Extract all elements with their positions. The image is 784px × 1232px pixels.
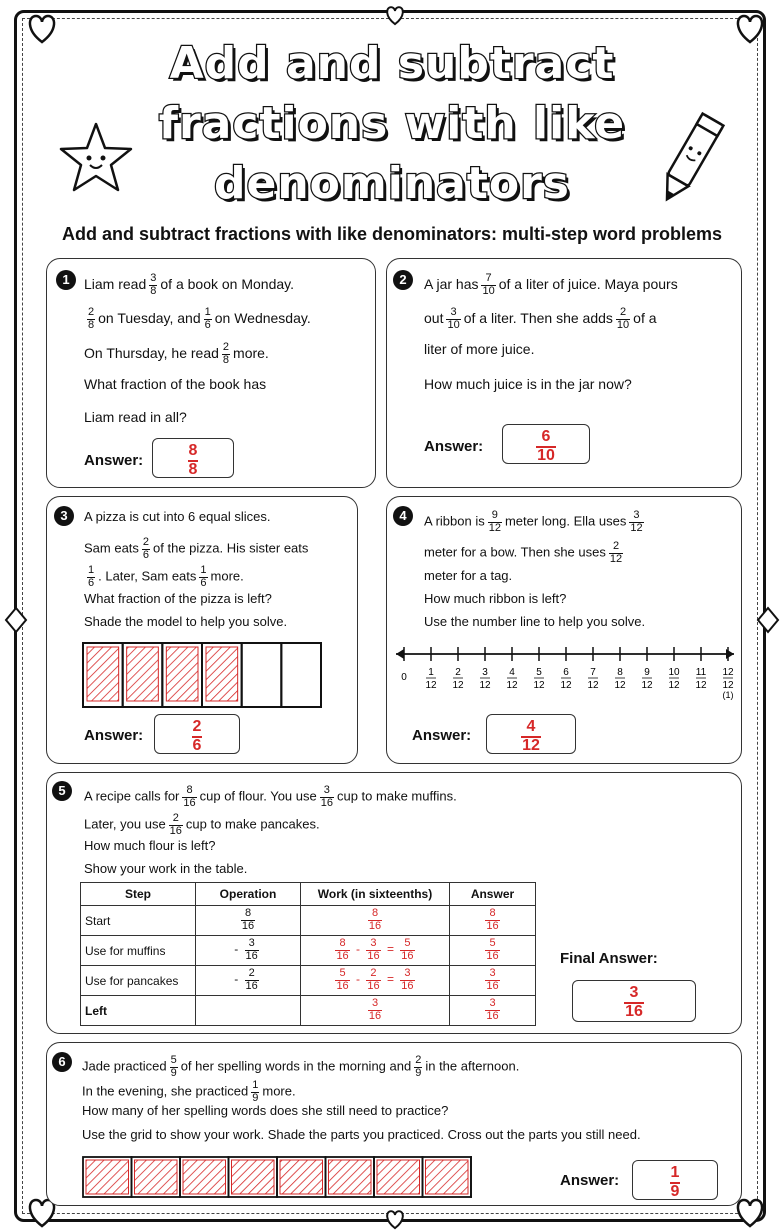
tick-denominator: 12 <box>668 680 680 691</box>
page-title-line-2: fractions with like <box>158 98 626 149</box>
answer-box[interactable] <box>502 424 590 464</box>
tick-denominator: 12 <box>587 680 599 691</box>
fraction: $\frac{2}{16}$ <box>169 812 182 837</box>
step-cell: Use for pancakes <box>81 966 196 996</box>
problem-text: How much flour is left? <box>84 838 216 853</box>
fraction: $\frac{8}{16}$ <box>183 784 196 809</box>
answer-box[interactable] <box>152 438 234 478</box>
answer-cell[interactable]: $\frac{3}{16}$ <box>450 996 536 1026</box>
work-cell[interactable]: $\frac{8}{16}$ - $\frac{3}{16}$ = $\frac{5}{16}$ <box>301 936 450 966</box>
operation-cell: - $\frac{2}{16}$ <box>196 966 301 996</box>
fraction: $\frac{3}{8}$ <box>150 272 157 297</box>
tick-numerator: 4 <box>509 667 515 678</box>
tick-denominator: 12 <box>560 680 572 691</box>
arrow-left-icon <box>396 649 404 659</box>
shaded-part <box>135 1160 178 1194</box>
operation-cell: - $\frac{3}{16}$ <box>196 936 301 966</box>
problem-text: How much juice is in the jar now? <box>424 376 632 392</box>
fraction: $\frac{1}{6}$ <box>88 564 95 589</box>
problem-text: Liam read $\frac{3}{8}$ of a book on Monday. <box>84 272 294 297</box>
answer-label: Answer: <box>84 452 144 469</box>
tick-denominator: 12 <box>479 680 491 691</box>
problem-text: meter for a tag. <box>424 568 513 583</box>
answer-box[interactable] <box>632 1160 718 1200</box>
operation-cell: $\frac{8}{16}$ <box>196 906 301 936</box>
problem-text: Jade practiced $\frac{5}{9}$ of her spelling words in the morning and $\frac{2}{9}$ in the afternoon. <box>82 1054 520 1079</box>
tick-numerator: 6 <box>563 667 569 678</box>
operation-cell <box>196 996 301 1026</box>
diamond-icon <box>756 606 780 634</box>
answer-label: Answer: <box>424 438 484 455</box>
tick-denominator: 12 <box>425 680 437 691</box>
answer-cell[interactable]: $\frac{5}{16}$ <box>450 936 536 966</box>
tick-numerator: 12 <box>722 667 734 678</box>
step-cell: Use for muffins <box>81 936 196 966</box>
final-answer-label: Final Answer: <box>560 950 658 967</box>
number-line[interactable] <box>392 640 738 700</box>
fraction: $\frac{3}{16}$ <box>320 784 333 809</box>
table-row <box>81 996 536 1026</box>
tick-denominator: 12 <box>533 680 545 691</box>
problem-text: In the evening, she practiced $\frac{1}{9}$ more. <box>82 1079 296 1104</box>
problem-text: What fraction of the book has <box>84 376 267 392</box>
problem-text: Shade the model to help you solve. <box>84 614 288 629</box>
problem-text: liter of more juice. <box>424 341 535 357</box>
problem-number: 2 <box>393 270 413 290</box>
tick-denominator: 12 <box>641 680 653 691</box>
shaded-part <box>86 1160 129 1194</box>
tick-denominator: 12 <box>722 680 734 691</box>
shaded-part <box>329 1160 372 1194</box>
tick-numerator: 1 <box>428 667 434 678</box>
answer-cell[interactable]: $\frac{8}{16}$ <box>450 906 536 936</box>
fraction: $\frac{2}{8}$ <box>222 341 230 366</box>
shaded-part <box>87 647 119 701</box>
tick-numerator: 9 <box>644 667 650 678</box>
answer-label: Answer: <box>412 727 472 744</box>
shaded-part <box>206 647 238 701</box>
fraction: $\frac{1}{6}$ <box>200 564 207 589</box>
work-cell[interactable]: $\frac{5}{16}$ - $\frac{2}{16}$ = $\frac{3}{16}$ <box>301 966 450 996</box>
shaded-part <box>280 1160 323 1194</box>
problem-text: A ribbon is $\frac{9}{12}$ meter long. Ella uses $\frac{3}{12}$ <box>424 509 643 534</box>
tick-numerator: 11 <box>695 667 707 678</box>
tick-numerator: 10 <box>668 667 680 678</box>
problem-text: A jar has $\frac{7}{10}$ of a liter of juice. Maya pours <box>424 272 678 297</box>
tick-denominator: 12 <box>452 680 464 691</box>
answer-cell[interactable]: $\frac{3}{16}$ <box>450 966 536 996</box>
answer-fraction: $\frac{1}{9}$ <box>670 1164 680 1200</box>
shaded-part <box>183 1160 226 1194</box>
problem-number: 4 <box>393 506 413 526</box>
problem-text: How many of her spelling words does she still need to practice? <box>82 1103 449 1118</box>
problem-text: What fraction of the pizza is left? <box>84 591 272 606</box>
problem-number: 3 <box>54 506 74 526</box>
fraction: $\frac{1}{6}$ <box>204 306 211 331</box>
answer-label: Answer: <box>560 1172 620 1189</box>
answer-box[interactable] <box>486 714 576 754</box>
problem-text: Use the number line to help you solve. <box>424 614 646 629</box>
fraction: $\frac{7}{10}$ <box>482 272 495 297</box>
problem-text: Use the grid to show your work. Shade the parts you practiced. Cross out the parts you still need. <box>82 1127 641 1142</box>
answer-fraction: $\frac{2}{6}$ <box>192 718 202 754</box>
problem-text: Later, you use $\frac{2}{16}$ cup to make pancakes. <box>84 812 320 837</box>
diamond-icon <box>4 606 28 634</box>
heart-icon <box>382 2 408 28</box>
shaded-part <box>377 1160 420 1194</box>
problem-text: Liam read in all? <box>84 409 187 425</box>
fraction-bar-model[interactable] <box>82 642 322 708</box>
table-row <box>81 966 536 996</box>
answer-fraction: $\frac{6}{10}$ <box>537 428 555 464</box>
problem-text: A pizza is cut into 6 equal slices. <box>84 509 271 524</box>
problem-number: 6 <box>52 1052 72 1072</box>
fraction: $\frac{3}{10}$ <box>447 306 460 331</box>
model-part <box>281 643 321 707</box>
fraction: $\frac{2}{10}$ <box>616 306 630 331</box>
problem-text: out $\frac{3}{10}$ of a liter. Then she adds $\frac{2}{10}$ of a <box>424 306 657 331</box>
problem-text: On Thursday, he read $\frac{2}{8}$ more. <box>84 341 269 366</box>
tick-denominator: 12 <box>506 680 518 691</box>
table-row <box>81 936 536 966</box>
model-part <box>242 643 282 707</box>
shaded-part <box>426 1160 469 1194</box>
tick-numerator: 2 <box>455 667 461 678</box>
grid-part <box>471 1157 472 1197</box>
table-header: Work (in sixteenths) <box>301 883 450 906</box>
tick-note: (1) <box>722 690 734 700</box>
tick-label: 0 <box>401 672 407 683</box>
fraction: $\frac{1}{9}$ <box>252 1079 259 1104</box>
tick-numerator: 7 <box>590 667 596 678</box>
fraction: $\frac{9}{12}$ <box>488 509 501 534</box>
page-title-line-3: denominators <box>214 158 570 209</box>
answer-label: Answer: <box>84 727 144 744</box>
work-cell[interactable]: $\frac{3}{16}$ <box>301 996 450 1026</box>
tick-numerator: 5 <box>536 667 542 678</box>
answer-fraction: $\frac{8}{8}$ <box>188 442 198 478</box>
table-header: Step <box>81 883 196 906</box>
problem-number: 1 <box>56 270 76 290</box>
problem-text: $\frac{1}{6}$ . Later, Sam eats $\frac{1}{6}$ more. <box>88 564 244 589</box>
tick-denominator: 12 <box>614 680 626 691</box>
problem-text: $\frac{2}{8}$ on Tuesday, and $\frac{1}{6}$ on Wednesday. <box>88 306 311 331</box>
tick-numerator: 8 <box>617 667 623 678</box>
answer-box[interactable] <box>572 980 696 1022</box>
tick-denominator: 12 <box>695 680 707 691</box>
answer-box[interactable] <box>154 714 240 754</box>
work-cell[interactable]: $\frac{8}{16}$ <box>301 906 450 936</box>
shaded-part <box>166 647 198 701</box>
shaded-part <box>232 1160 275 1194</box>
step-cell: Start <box>81 906 196 936</box>
table-header: Answer <box>450 883 536 906</box>
answer-fraction: $\frac{3}{16}$ <box>625 984 643 1020</box>
problem-text: Show your work in the table. <box>84 861 248 876</box>
fraction: $\frac{2}{9}$ <box>415 1054 422 1079</box>
problem-text: meter for a bow. Then she uses $\frac{2}{12}$ <box>424 540 623 565</box>
fraction: $\frac{3}{12}$ <box>630 509 643 534</box>
page-subtitle: Add and subtract fractions with like denominators: multi-step word problems <box>61 224 723 244</box>
page-title-line-1: Add and subtract <box>169 38 615 89</box>
fraction: $\frac{5}{9}$ <box>170 1054 177 1079</box>
table-header: Operation <box>196 883 301 906</box>
fraction: $\frac{2}{8}$ <box>88 306 95 331</box>
tick-numerator: 3 <box>482 667 488 678</box>
work-table <box>80 882 536 1026</box>
table-row <box>81 906 536 936</box>
arrow-right-icon <box>726 649 734 659</box>
step-cell: Left <box>81 996 196 1026</box>
problem-text: How much ribbon is left? <box>424 591 567 606</box>
answer-fraction: $\frac{4}{12}$ <box>522 718 540 754</box>
fraction: $\frac{2}{12}$ <box>609 540 623 565</box>
problem-text: A recipe calls for $\frac{8}{16}$ cup of flour. You use $\frac{3}{16}$ cup to make muffins. <box>84 784 457 809</box>
heart-icon <box>382 1206 408 1232</box>
fraction: $\frac{2}{6}$ <box>142 536 150 561</box>
fraction-grid-model[interactable] <box>82 1156 472 1200</box>
problem-text: Sam eats $\frac{2}{6}$ of the pizza. His sister eats <box>84 536 309 561</box>
shaded-part <box>127 647 159 701</box>
problem-number: 5 <box>52 781 72 801</box>
